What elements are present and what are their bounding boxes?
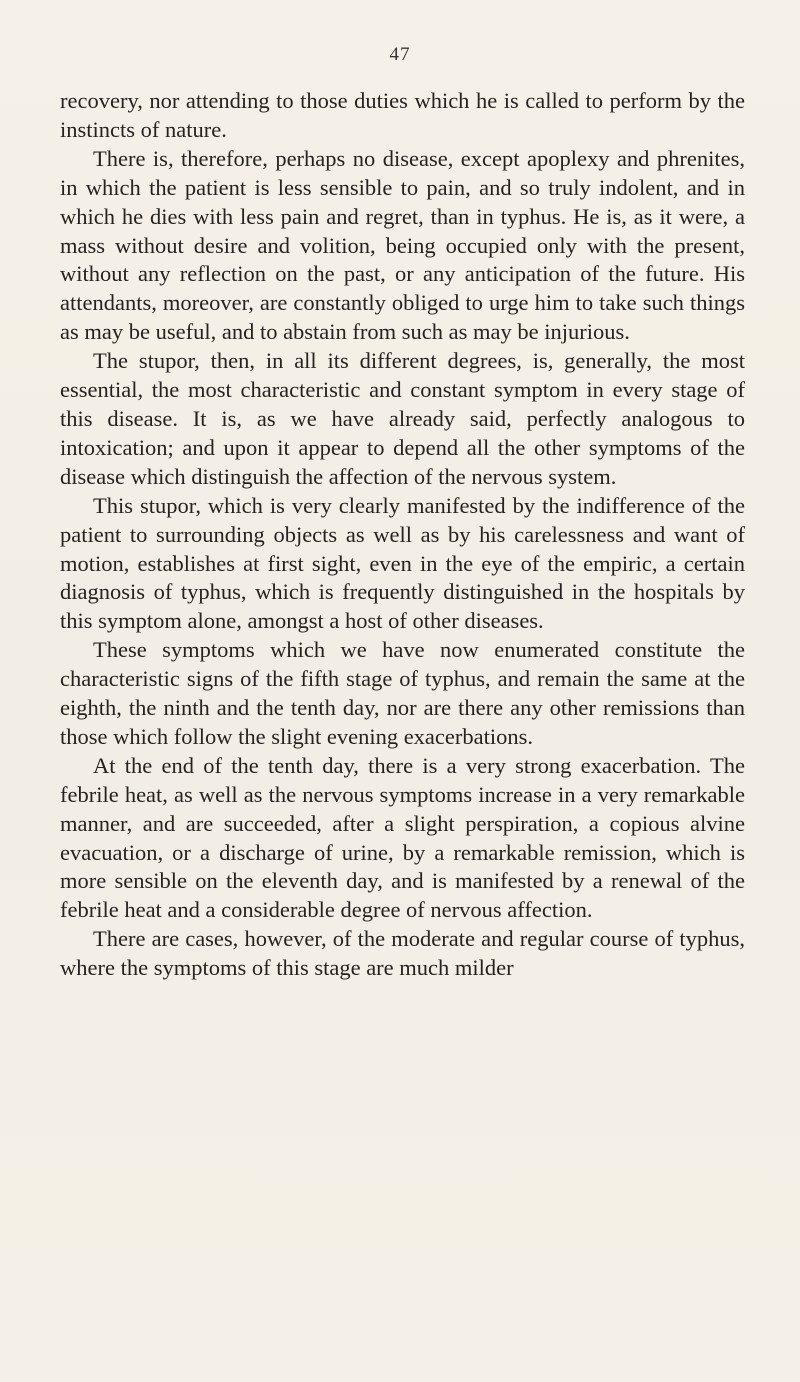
paragraph: There is, therefore, perhaps no disease, except apoplexy and phrenites, in which the patient is less sensible to pain, and so truly indolent, and in which he dies with less pain and regret, than in typhus. He is, as it were, a mass without desire and volition, being occupied only with the present, without any reflection on the past, or any anticipation of the future. His attendants, moreover, are constantly obliged to urge him to take such things as may be useful, and to abstain from such as may be injurious. [60, 145, 745, 345]
body-text [60, 87, 745, 983]
paragraph: There are cases, however, of the moderate and regular course of typhus, where the symptoms of this stage are much milder [60, 926, 745, 981]
paragraph: These symptoms which we have now enumerated constitute the characteristic signs of the fifth stage of typhus, and remain the same at the eighth, the ninth and the tenth day, nor are there any other remissions than those which follow the slight evening exacerbations. [60, 637, 745, 749]
paragraph: This stupor, which is very clearly manifested by the indifference of the patient to surrounding objects as well as by his carelessness and want of motion, establishes at first sight, even in the eye of the empiric, a certain diagnosis of typhus, which is frequently distinguished in the hospitals by this symptom alone, amongst a host of other diseases. [60, 492, 745, 634]
page-number: 47 [389, 44, 411, 65]
paragraph: At the end of the tenth day, there is a very strong exacerbation. The febrile heat, as well as the nervous symptoms increase in a very remarkable manner, and are succeeded, after a slight perspiration, a copious alvine evacuation, or a discharge of urine, by a remarkable remission, which is more sensible on the eleventh day, and is manifested by a renewal of the febrile heat and a considerable degree of nervous affection. [60, 752, 745, 923]
paragraph-continued: recovery, nor attending to those duties which he is called to perform by the instincts of nature. [60, 88, 745, 142]
paragraph: The stupor, then, in all its different degrees, is, generally, the most essential, the most characteristic and constant symptom in every stage of this disease. It is, as we have already said, perfectly analogous to intoxication; and upon it appear to depend all the other symptoms of the disease which distinguish the affection of the nervous system. [60, 348, 745, 489]
